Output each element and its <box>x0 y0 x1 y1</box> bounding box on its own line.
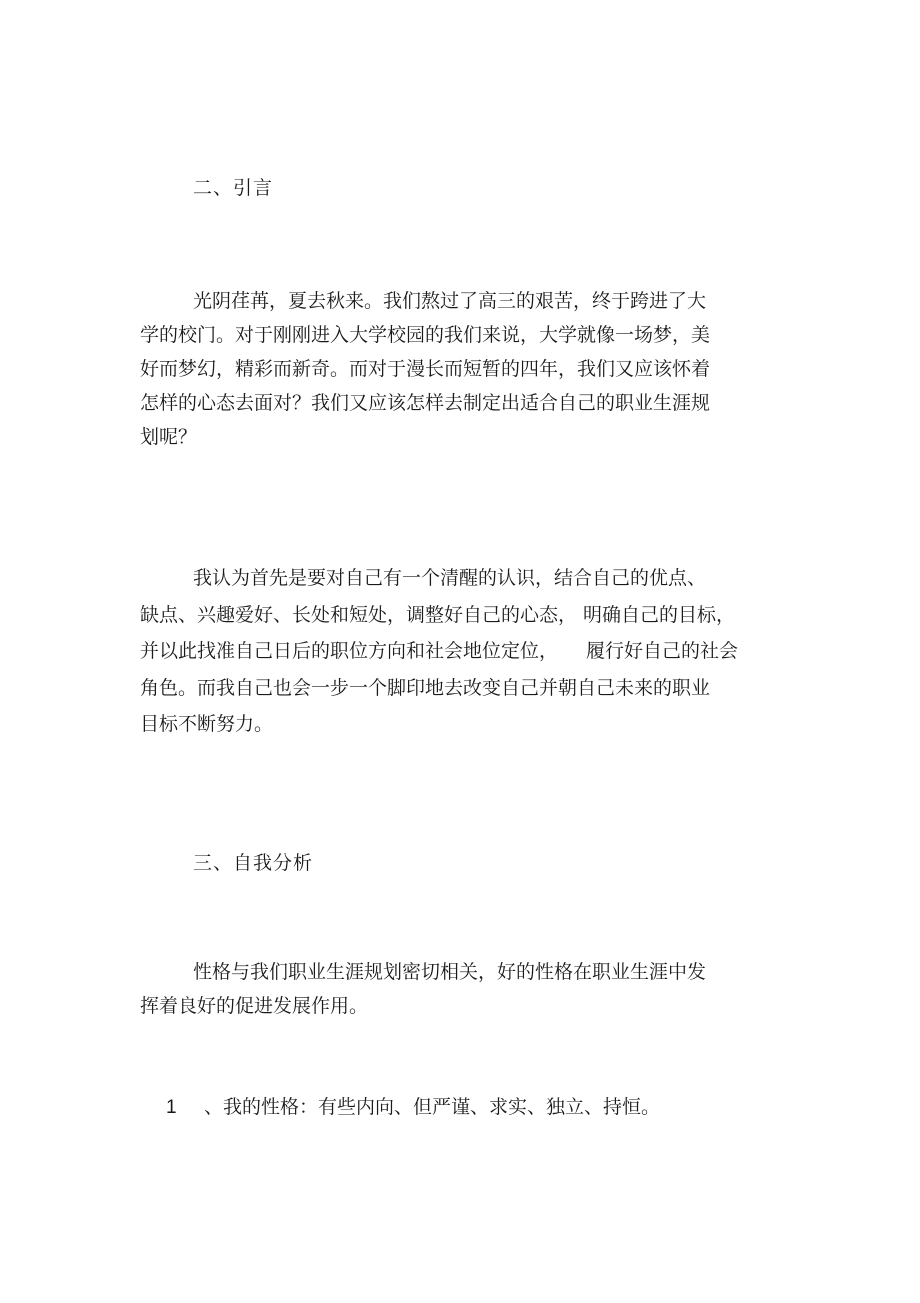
list-item-personality <box>166 1094 660 1121</box>
paragraph-line: 性格与我们职业生涯规划密切相关，好的性格在职业生涯中发 <box>193 961 707 983</box>
paragraph-line: 光阴荏苒，夏去秋来。我们熬过了高三的艰苦，终于跨进了大 <box>193 290 707 312</box>
paragraph-line-segment: 缺点、兴趣爱好、长处和短处，调整好自己的心态， <box>140 603 578 626</box>
paragraph-line <box>140 597 780 634</box>
paragraph-line: 目标不断努力。 <box>140 713 274 735</box>
paragraph-line: 角色。而我自己也会一步一个脚印地去改变自己并朝自己未来的职业 <box>140 676 711 699</box>
paragraph-line: 划呢？ <box>140 426 198 448</box>
intro-paragraph-2 <box>140 560 780 743</box>
list-item-number: 1 <box>166 1097 177 1118</box>
paragraph-line: 挥着良好的促进发展作用。 <box>140 995 369 1017</box>
paragraph-line: 好而梦幻，精彩而新奇。而对于漫长而短暂的四年，我们又应该怀着 <box>140 358 711 380</box>
section-heading-introduction: 二、引言 <box>193 177 274 199</box>
paragraph-line <box>140 633 780 670</box>
paragraph-line: 怎样的心态去面对？我们又应该怎样去制定出适合自己的职业生涯规 <box>140 392 711 414</box>
paragraph-line: 学的校门。对于刚刚进入大学校园的我们来说，大学就像一场梦，美 <box>140 324 711 346</box>
section-heading-self-analysis: 三、自我分析 <box>193 852 314 874</box>
list-item-text: 、我的性格：有些内向、但严谨、求实、独立、持恒。 <box>204 1096 661 1118</box>
paragraph-line-segment: 并以此找准自己日后的职位方向和社会地位定位， <box>140 640 559 662</box>
paragraph-line: 我认为首先是要对自己有一个清醒的认识，结合自己的优点、 <box>193 567 707 589</box>
intro-paragraph-1 <box>140 284 780 454</box>
paragraph-line-segment: 履行好自己的社会 <box>586 640 739 662</box>
paragraph-line-segment: 明确自己的目标， <box>583 603 736 626</box>
self-analysis-paragraph <box>140 955 780 1023</box>
